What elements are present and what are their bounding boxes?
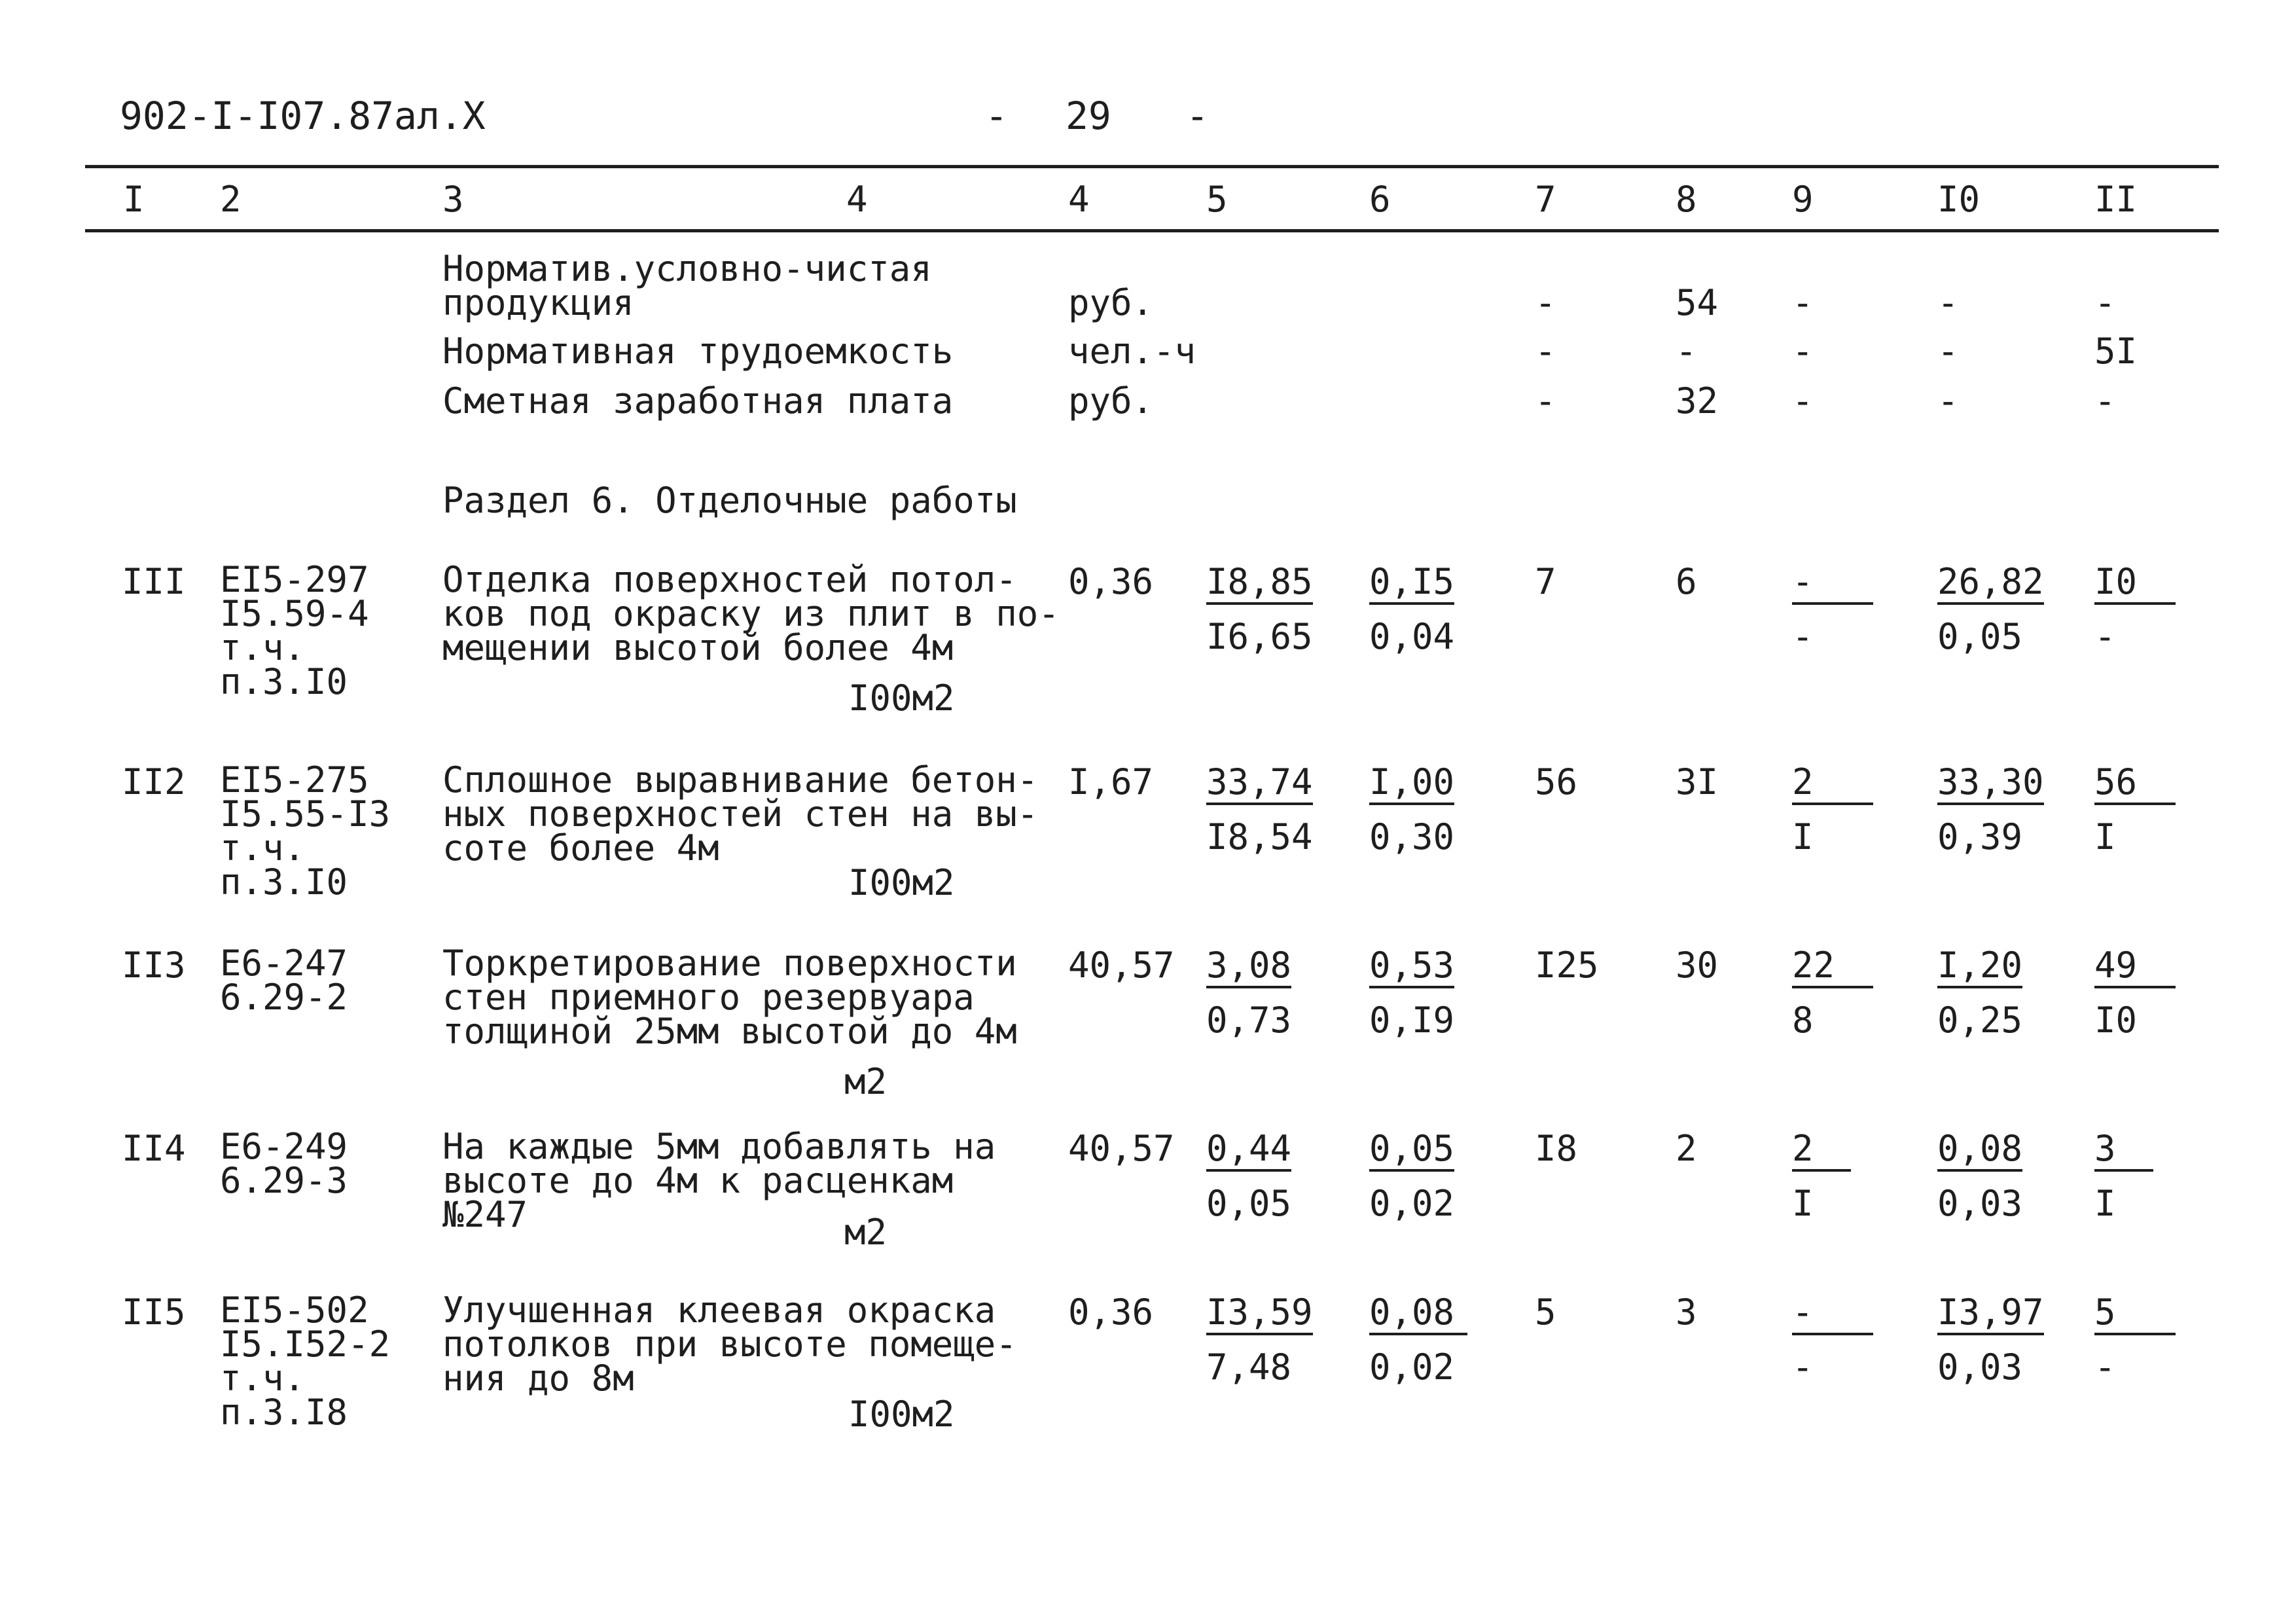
row-code: E6-249 6.29-3 — [220, 1126, 348, 1201]
col5-bottom: 0,05 — [1206, 1183, 1292, 1224]
col11-bottom: I — [2094, 816, 2116, 857]
row-col11 — [2094, 761, 2176, 857]
column-header-1: I — [123, 179, 145, 220]
col6-bottom: 0,04 — [1369, 616, 1455, 657]
row-col9 — [1792, 561, 1873, 657]
col10-top: 26,82 — [1937, 564, 2044, 605]
row-col7: 56 — [1535, 761, 1578, 803]
row-col8: 30 — [1676, 945, 1719, 986]
col9-bottom: I — [1792, 1183, 1814, 1224]
row-col11 — [2094, 945, 2176, 1041]
col6-top: 0,53 — [1369, 948, 1454, 988]
col9-bottom: - — [1792, 616, 1814, 657]
row-number: II3 — [122, 945, 186, 986]
summary-col7: - — [1535, 331, 1556, 372]
row-col5 — [1206, 945, 1292, 1041]
column-header-4b: 4 — [1068, 179, 1090, 220]
col9-top: 2 — [1792, 1131, 1851, 1172]
summary-unit: чел.-ч — [1068, 331, 1196, 372]
row-number: II4 — [122, 1128, 186, 1169]
summary-label-line2: продукция — [442, 282, 634, 323]
summary-label: Сметная заработная плата — [442, 380, 954, 422]
row-col11 — [2094, 561, 2176, 657]
col6-top: 0,08 — [1369, 1295, 1467, 1335]
summary-col10: - — [1937, 282, 1959, 323]
col11-top: 5 — [2094, 1295, 2176, 1335]
summary-label: Нормативная трудоемкость — [442, 331, 954, 372]
row-unit: I00м2 — [848, 862, 955, 903]
col5-bottom: I6,65 — [1206, 616, 1313, 657]
row-col5 — [1206, 1291, 1313, 1388]
col6-bottom: 0,02 — [1369, 1183, 1455, 1224]
col9-bottom: - — [1792, 1346, 1814, 1388]
summary-col11: - — [2094, 282, 2116, 323]
row-col6 — [1369, 945, 1455, 1041]
col10-bottom: 0,25 — [1937, 1000, 2023, 1041]
row-col5 — [1206, 561, 1313, 657]
summary-col9: - — [1792, 282, 1814, 323]
row-number: II5 — [122, 1291, 186, 1333]
summary-col8: - — [1676, 331, 1697, 372]
row-code: E6-247 6.29-2 — [220, 943, 348, 1018]
row-col8: 3 — [1676, 1291, 1697, 1333]
column-header-9: 9 — [1792, 179, 1814, 220]
summary-unit: руб. — [1068, 380, 1154, 422]
row-col7: I8 — [1535, 1128, 1578, 1169]
row-description: Торкретирование поверхности стен приемного резервуара толщиной 25мм высотой до 4м — [442, 943, 1017, 1052]
row-col9 — [1792, 1291, 1873, 1388]
column-header-11: II — [2094, 179, 2138, 220]
col5-top: 3,08 — [1206, 948, 1291, 988]
summary-col8: 54 — [1676, 282, 1719, 323]
row-quantity: 40,57 — [1068, 945, 1175, 986]
column-header-10: I0 — [1937, 179, 1981, 220]
row-code: EI5-297 I5.59-4 т.ч. п.3.I0 — [220, 559, 369, 702]
col11-top: 56 — [2094, 765, 2176, 805]
row-number: II2 — [122, 761, 186, 803]
col9-bottom: 8 — [1792, 1000, 1814, 1041]
col10-bottom: 0,03 — [1937, 1346, 2023, 1388]
row-quantity: 0,36 — [1068, 561, 1154, 602]
row-unit: м2 — [844, 1061, 888, 1102]
col10-bottom: 0,05 — [1937, 616, 2023, 657]
row-col9 — [1792, 945, 1873, 1041]
summary-col11: - — [2094, 380, 2116, 422]
document-code: 902-I-I07.87ал.Х — [120, 94, 486, 138]
column-header-6: 6 — [1369, 179, 1391, 220]
col9-top: 22 — [1792, 948, 1873, 988]
row-col9 — [1792, 761, 1873, 857]
col11-top: I0 — [2094, 564, 2176, 605]
row-col7: 7 — [1535, 561, 1556, 602]
row-description: Отделка поверхностей потол- ков под окраску из плит в по- мещении высотой более 4м — [442, 559, 1060, 668]
row-col7: 5 — [1535, 1291, 1556, 1333]
page-number: 29 — [1066, 94, 1111, 138]
col6-top: 0,05 — [1369, 1131, 1454, 1172]
col10-top: 0,08 — [1937, 1131, 2022, 1172]
row-col11 — [2094, 1291, 2176, 1388]
table-top-rule — [85, 165, 2219, 168]
col5-bottom: I8,54 — [1206, 816, 1313, 857]
summary-col11: 5I — [2094, 331, 2138, 372]
summary-label-line1: Норматив.условно-чистая — [442, 248, 932, 289]
col9-top: - — [1792, 1295, 1873, 1335]
row-unit: I00м2 — [848, 677, 955, 719]
col11-bottom: I — [2094, 1183, 2116, 1224]
row-col6 — [1369, 1291, 1467, 1388]
row-col10 — [1937, 945, 2023, 1041]
page-number-dash-right: - — [1186, 94, 1209, 138]
col6-top: I,00 — [1369, 765, 1454, 805]
column-header-2: 2 — [220, 179, 242, 220]
column-header-8: 8 — [1676, 179, 1697, 220]
row-quantity: 40,57 — [1068, 1128, 1175, 1169]
row-col5 — [1206, 1128, 1292, 1224]
row-unit: I00м2 — [848, 1394, 955, 1435]
row-col7: I25 — [1535, 945, 1599, 986]
col5-top: I8,85 — [1206, 564, 1313, 605]
col11-top: 3 — [2094, 1131, 2153, 1172]
row-description: На каждые 5мм добавлять на высоте до 4м к расценкам №247 — [442, 1126, 996, 1235]
row-col6 — [1369, 561, 1455, 657]
summary-col10: - — [1937, 331, 1959, 372]
row-col10 — [1937, 561, 2044, 657]
col9-bottom: I — [1792, 816, 1814, 857]
summary-col7: - — [1535, 380, 1556, 422]
col5-top: 0,44 — [1206, 1131, 1291, 1172]
row-col6 — [1369, 1128, 1455, 1224]
row-col5 — [1206, 761, 1313, 857]
col10-top: I3,97 — [1937, 1295, 2044, 1335]
row-code: EI5-275 I5.55-I3 т.ч. п.3.I0 — [220, 759, 391, 903]
col11-bottom: - — [2094, 1346, 2116, 1388]
row-col6 — [1369, 761, 1455, 857]
row-col8: 3I — [1676, 761, 1719, 803]
col6-top: 0,I5 — [1369, 564, 1454, 605]
col10-bottom: 0,03 — [1937, 1183, 2023, 1224]
row-number: III — [122, 561, 186, 602]
col10-top: I,20 — [1937, 948, 2022, 988]
row-unit: м2 — [844, 1212, 888, 1253]
col5-top: 33,74 — [1206, 765, 1313, 805]
summary-col10: - — [1937, 380, 1959, 422]
row-col10 — [1937, 1128, 2023, 1224]
col5-top: I3,59 — [1206, 1295, 1313, 1335]
row-col8: 6 — [1676, 561, 1697, 602]
row-code: EI5-502 I5.I52-2 т.ч. п.3.I8 — [220, 1290, 391, 1433]
col9-top: 2 — [1792, 765, 1873, 805]
col6-bottom: 0,I9 — [1369, 1000, 1455, 1041]
row-description: Улучшенная клеевая окраска потолков при высоте помеще- ния до 8м — [442, 1290, 1017, 1399]
col11-bottom: I0 — [2094, 1000, 2138, 1041]
column-header-7: 7 — [1535, 179, 1556, 220]
summary-col8: 32 — [1676, 380, 1719, 422]
col11-top: 49 — [2094, 948, 2176, 988]
summary-col9: - — [1792, 380, 1814, 422]
summary-unit: руб. — [1068, 282, 1154, 323]
col6-bottom: 0,02 — [1369, 1346, 1455, 1388]
summary-col7: - — [1535, 282, 1556, 323]
row-quantity: I,67 — [1068, 761, 1154, 803]
col10-top: 33,30 — [1937, 765, 2044, 805]
row-description: Сплошное выравнивание бетон- ных поверхностей стен на вы- соте более 4м — [442, 759, 1039, 869]
col5-bottom: 7,48 — [1206, 1346, 1292, 1388]
row-col9 — [1792, 1128, 1851, 1224]
col11-bottom: - — [2094, 616, 2116, 657]
row-quantity: 0,36 — [1068, 1291, 1154, 1333]
row-col11 — [2094, 1128, 2153, 1224]
page-number-dash-left: - — [985, 94, 1008, 138]
col5-bottom: 0,73 — [1206, 1000, 1292, 1041]
column-header-4a: 4 — [846, 179, 868, 220]
column-header-3: 3 — [442, 179, 464, 220]
section-title: Раздел 6. Отделочные работы — [442, 480, 1017, 521]
row-col8: 2 — [1676, 1128, 1697, 1169]
row-col10 — [1937, 1291, 2044, 1388]
row-col10 — [1937, 761, 2044, 857]
col9-top: - — [1792, 564, 1873, 605]
col6-bottom: 0,30 — [1369, 816, 1455, 857]
column-header-5: 5 — [1206, 179, 1228, 220]
table-header-rule — [85, 229, 2219, 232]
summary-col9: - — [1792, 331, 1814, 372]
col10-bottom: 0,39 — [1937, 816, 2023, 857]
